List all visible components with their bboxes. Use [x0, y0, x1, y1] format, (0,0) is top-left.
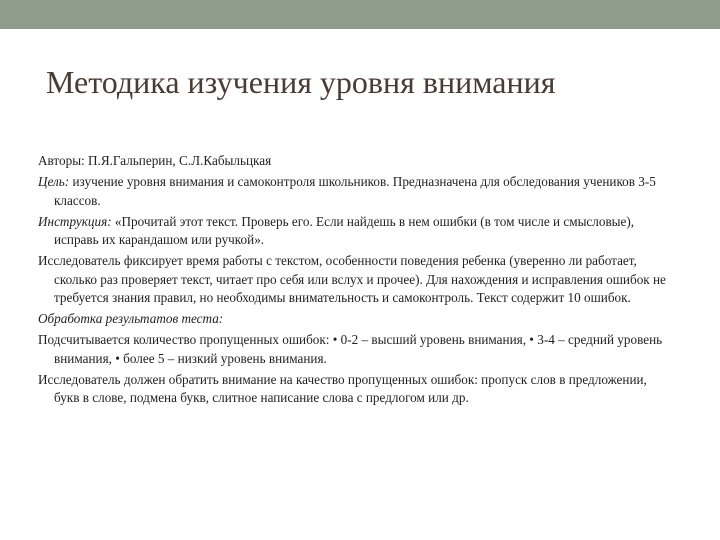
researcher-note-paragraph: Исследователь фиксирует время работы с текстом, особенности поведения ребенка (уверенно ли работает, сколько раз проверяет текст, читает про себя или вслух и прочее). Для нахождения и исправления ошибок не требуется знания правил, но необходимы внимательность и самоконтроль. Текст содержит 10 ошибок.: [38, 253, 666, 305]
instruction-label: Инструкция:: [38, 213, 112, 229]
instruction-text: «Прочитай этот текст. Проверь его. Если найдешь в нем ошибки (в том числе и смысловые), исправь их карандашом или ручкой».: [54, 213, 635, 247]
instruction-paragraph: [38, 213, 670, 250]
slide-body: [38, 152, 670, 410]
goal-paragraph: [38, 173, 670, 210]
goal-text: изучение уровня внимания и самоконтроля школьников. Предназначена для обследования учеников 3-5 классов.: [54, 174, 656, 208]
scoring-paragraph: Подсчитывается количество пропущенных ошибок: • 0-2 – высший уровень внимания, • 3-4 – средний уровень внимания, • более 5 – низкий уровень внимания.: [38, 332, 663, 366]
goal-label: Цель:: [38, 174, 70, 189]
authors-line: Авторы: П.Я.Гальперин, С.Л.Кабыльцкая: [38, 153, 272, 168]
slide-title: Методика изучения уровня внимания: [46, 64, 556, 100]
quality-note-paragraph: Исследователь должен обратить внимание на качество пропущенных ошибок: пропуск слов в предложении, букв в слове, подмена букв, слитное написание слова с предлогом или др.: [38, 371, 647, 405]
processing-heading: Обработка результатов теста:: [38, 311, 224, 326]
top-decorative-band: [0, 0, 720, 29]
